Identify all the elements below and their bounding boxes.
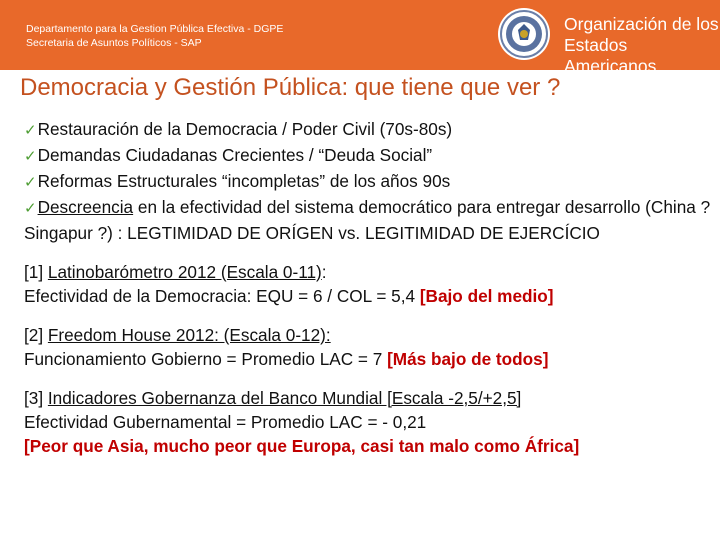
reference-highlight: [Peor que Asia, mucho peor que Europa, casi tan malo como África] (24, 436, 580, 456)
reference-colon: : (321, 262, 327, 282)
reference-text: Funcionamiento Gobierno = Promedio LAC = 7 (24, 349, 388, 369)
bullet-item (24, 143, 714, 169)
reference-highlight: [Bajo del medio] (419, 286, 554, 306)
bullet-text: Demandas Ciudadanas Crecientes / “Deuda Social” (37, 145, 433, 165)
reference-number: [1] (24, 262, 44, 282)
reference-block (24, 260, 714, 308)
bullet-text: Restauración de la Democracia / Poder Civil (70s-80s) (37, 119, 453, 139)
reference-heading (24, 386, 714, 410)
check-icon: ✓ (24, 200, 37, 217)
reference-detail (24, 434, 714, 458)
reference-detail (24, 410, 714, 434)
reference-heading (24, 323, 714, 347)
header-bar (0, 0, 720, 76)
reference-block (24, 323, 714, 371)
check-icon: ✓ (24, 174, 37, 191)
oas-seal-logo (496, 6, 552, 62)
organization-line-2: Estados Americanos (564, 35, 657, 76)
reference-text: Efectividad de la Democracia: EQU = 6 / COL = 5,4 (24, 286, 420, 306)
reference-text: Efectividad Gubernamental = Promedio LAC = - 0,21 (24, 412, 427, 432)
department-line: Departamento para la Gestion Pública Efectiva - DGPE (26, 23, 284, 35)
reference-source: Indicadores Gobernanza del Banco Mundial [Escala -2,5/+2,5] (47, 388, 522, 408)
reference-detail (24, 347, 714, 371)
bullet-item (24, 195, 714, 245)
reference-number: [3] (24, 388, 44, 408)
reference-number: [2] (24, 325, 44, 345)
bullet-text: en la efectividad del sistema democrático para entregar desarrollo (China ? Singapur ?) : LEGTIMIDAD DE ORÍGEN vs. LEGITIMIDAD DE EJERCÍCIO (24, 197, 711, 243)
reference-highlight: [Más bajo de todos] (387, 349, 549, 369)
secretariat-line: Secretaria de Asuntos Políticos - SAP (26, 37, 202, 49)
check-icon: ✓ (24, 148, 37, 165)
reference-block (24, 386, 714, 458)
bullet-keyword: Descreencia (37, 197, 134, 217)
bullet-text: Reformas Estructurales “incompletas” de los años 90s (37, 171, 451, 191)
bullet-item (24, 117, 714, 143)
organization-line-1: Organización de los (564, 14, 719, 34)
reference-heading (24, 260, 714, 284)
reference-source: Freedom House 2012: (Escala 0-12): (47, 325, 331, 345)
reference-detail (24, 284, 714, 308)
bullet-item (24, 169, 714, 195)
reference-source: Latinobarómetro 2012 (Escala 0-11) (47, 262, 322, 282)
slide-title: Democracia y Gestión Pública: que tiene que ver ? (20, 74, 561, 101)
slide-body (24, 117, 714, 458)
department-text (26, 22, 283, 50)
organization-name (564, 14, 720, 77)
check-icon: ✓ (24, 122, 37, 139)
